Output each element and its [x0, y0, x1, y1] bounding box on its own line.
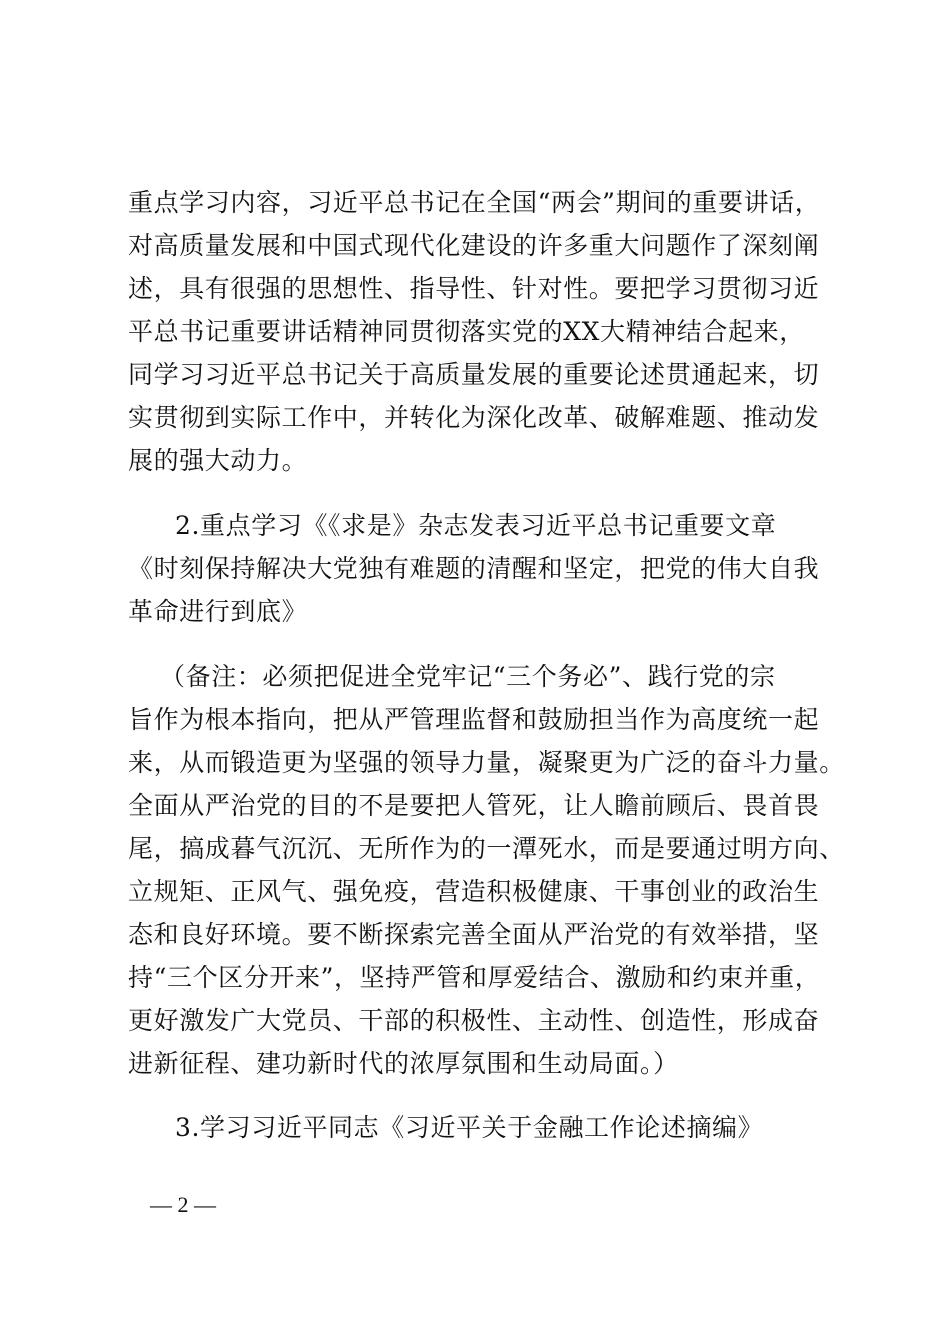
paragraph-1-line-6: 实贯彻到实际工作中，并转化为深化改革、破解难题、推动发 — [128, 403, 820, 432]
paragraph-1-line-4: 平总书记重要讲话精神同贯彻落实党的XX大精神结合起来， — [128, 317, 805, 346]
paragraph-1-line-7: 展的强大动力。 — [128, 446, 308, 475]
note-line-4: 全面从严治党的目的不是要把人管死，让人瞻前顾后、畏首畏 — [128, 791, 820, 820]
page-number: — 2 — — [150, 1192, 216, 1217]
paragraph-1-line-5: 同学习习近平总书记关于高质量发展的重要论述贯通起来，切 — [128, 360, 820, 389]
note-line-6: 立规矩、正风气、强免疫，营造积极健康、干事创业的政治生 — [128, 877, 820, 906]
note-line-5: 尾，搞成暮气沉沉、无所作为的一潭死水，而是要通过明方向、 — [128, 834, 845, 863]
note-line-10: 进新征程、建功新时代的浓厚氛围和生动局面。） — [128, 1049, 679, 1078]
note-line-2: 旨作为根本指向，把从严管理监督和鼓励担当作为高度统一起 — [128, 705, 820, 734]
item-2-line-2: 《时刻保持解决大党独有难题的清醒和坚定，把党的伟大自我 — [128, 554, 820, 583]
note-line-9: 更好激发广大党员、干部的积极性、主动性、创造性，形成奋 — [128, 1006, 820, 1035]
paragraph-1-line-3: 述，具有很强的思想性、指导性、针对性。要把学习贯彻习近 — [128, 274, 820, 303]
paragraph-1-line-1: 重点学习内容，习近平总书记在全国“两会”期间的重要讲话， — [128, 188, 821, 217]
item-2-line-3: 革命进行到底》 — [128, 597, 308, 626]
item-2-heading: 2.重点学习《《求是》杂志发表习近平总书记重要文章 — [175, 511, 777, 540]
note-line-3: 来，从而锻造更为坚强的领导力量，凝聚更为广泛的奋斗力量。 — [128, 748, 845, 777]
item-3-heading: 3.学习习近平同志《习近平关于金融工作论述摘编》 — [175, 1113, 764, 1142]
note-line-1: （备注：必须把促进全党牢记“三个务必”、践行党的宗 — [160, 662, 776, 691]
paragraph-1-line-2: 对高质量发展和中国式现代化建设的许多重大问题作了深刻阐 — [128, 231, 820, 260]
note-line-8: 持“三个区分开来”，坚持严管和厚爱结合、激励和约束并重， — [128, 963, 821, 992]
note-line-7: 态和良好环境。要不断探索完善全面从严治党的有效举措，坚 — [128, 920, 820, 949]
